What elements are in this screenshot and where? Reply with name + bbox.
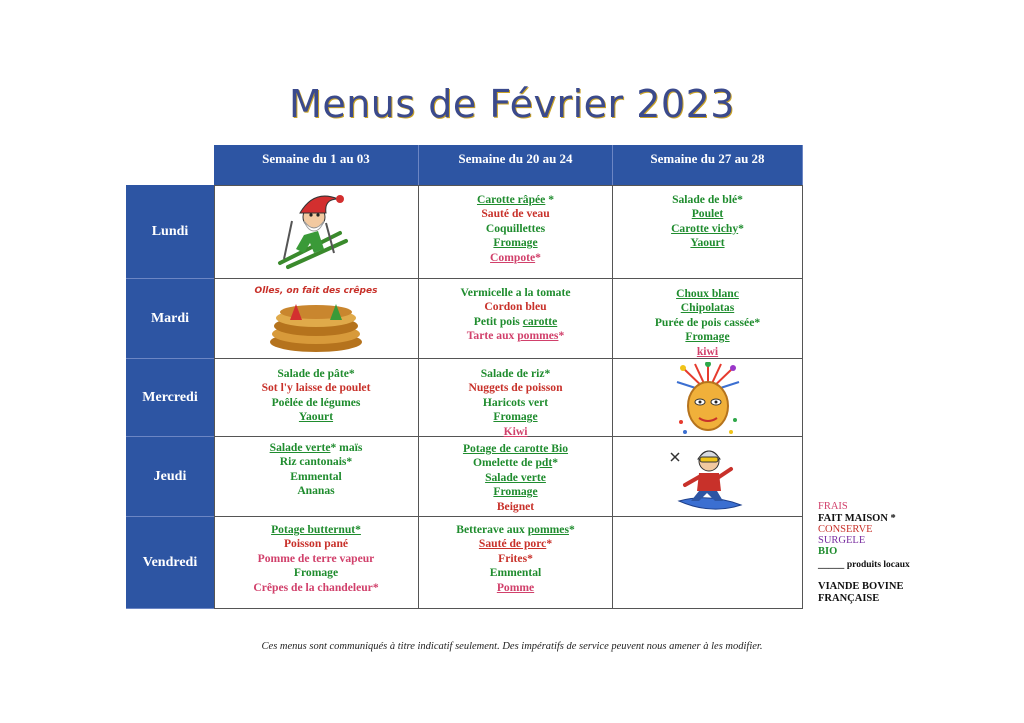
cell-w3-vendredi: [613, 517, 803, 609]
menu-item-part: pommes: [527, 523, 569, 536]
menu-item: Potage de carotte Bio: [462, 442, 569, 455]
menu-item: kiwi: [696, 344, 719, 358]
cell-w2-mardi: [419, 279, 613, 359]
week-header-2: Semaine du 20 au 24: [419, 145, 613, 185]
cell-w2-vendredi: [419, 517, 613, 609]
cell-w1-jeudi: [214, 437, 419, 517]
menu-item-part: Sauté de porc: [478, 537, 547, 551]
snowboarder-illustration: [669, 439, 749, 515]
menu-item-part: Betterave aux: [456, 523, 528, 536]
menu-item: Yaourt: [690, 236, 725, 250]
crepes-caption: Olles, on fait des crêpes: [254, 286, 378, 296]
legend-conserve: CONSERVE: [818, 524, 873, 535]
menu-item-part: Petit pois: [473, 314, 523, 328]
week-header-3: Semaine du 27 au 28: [613, 145, 803, 185]
cell-w3-mercredi: [613, 359, 803, 437]
week-header-1: Semaine du 1 au 03: [214, 145, 419, 185]
menu-item: Fromage: [293, 566, 339, 580]
menu-item: [473, 456, 558, 470]
menu-item: Cordon bleu: [484, 300, 547, 314]
menu-item: [671, 222, 744, 236]
menu-item: Salade de riz*: [480, 367, 551, 380]
menu-item: Purée de pois cassée*: [654, 315, 761, 329]
menu-item-part: *: [545, 193, 555, 206]
disclaimer: Ces menus sont communiqués à titre indicatif seulement. Des impératifs de service peuvent nous amener à les modifier.: [261, 641, 763, 652]
menu-item: Kiwi: [503, 424, 528, 438]
menu-item-part: *: [558, 329, 565, 343]
menu-item: Vermicelle a la tomate: [460, 286, 571, 299]
menu-item: Sot l'y laisse de poulet: [261, 381, 371, 395]
menu-item: Emmental: [290, 469, 342, 483]
menu-item-part: *: [546, 537, 553, 551]
day-jeudi: Jeudi: [126, 437, 214, 517]
day-vendredi: Vendredi: [126, 517, 214, 609]
menu-item: Riz cantonais*: [279, 455, 353, 469]
menu-item-part: Tarte aux: [466, 329, 518, 343]
menu-item: [479, 537, 552, 551]
menu-item: Potage butternut*: [271, 523, 361, 536]
cell-w2-lundi: [419, 185, 613, 279]
menu-item-part: Carotte râpée: [476, 193, 546, 206]
menu-item-part: *: [552, 456, 558, 470]
legend-fait-maison: FAIT MAISON *: [818, 513, 896, 524]
menu-item: [477, 193, 554, 207]
cell-w2-jeudi: [419, 437, 613, 517]
menu-item-part: Salade verte: [269, 441, 331, 454]
menu-item: Ananas: [297, 484, 335, 498]
menu-item: Yaourt: [298, 410, 334, 424]
menu-item-part: Carotte vichy: [671, 221, 739, 235]
cell-w1-vendredi: [214, 517, 419, 609]
cell-w2-mercredi: [419, 359, 613, 437]
menu-item: Choux blanc: [676, 287, 739, 300]
skier-gnome-illustration: [274, 191, 354, 271]
menu-item: Haricots vert: [482, 395, 549, 409]
cell-w1-mercredi: [214, 359, 419, 437]
menu-item: Pomme: [496, 580, 535, 594]
menu-item: Frites*: [498, 551, 533, 565]
legend-viande: VIANDE BOVINE: [818, 581, 904, 592]
menu-item-part: pdt: [535, 456, 553, 470]
menu-item-part: pommes: [517, 329, 559, 343]
menu-item: Crêpes de la chandeleur*: [253, 580, 379, 594]
cell-w3-mardi: [613, 279, 803, 359]
menu-item-part: *: [568, 523, 575, 536]
carnival-mask-illustration: [675, 362, 741, 436]
menu-item: Sauté de veau: [481, 207, 550, 221]
menu-item: Salade verte: [485, 470, 546, 484]
menu-item: Salade de blé*: [672, 193, 743, 206]
menu-item: [474, 315, 558, 329]
menu-item: [270, 441, 363, 455]
day-mercredi: Mercredi: [126, 359, 214, 437]
legend-surgele: SURGELE: [818, 535, 866, 546]
cell-w1-mardi: [214, 279, 419, 359]
menu-item: Salade de pâte*: [277, 367, 355, 380]
menu-item-part: *: [535, 250, 541, 264]
menu-item-part: * maïs: [330, 441, 363, 454]
cell-w3-lundi: [613, 185, 803, 279]
menu-item: Fromage: [493, 236, 538, 250]
menu-item: Beignet: [496, 499, 535, 513]
day-lundi: Lundi: [126, 185, 214, 279]
legend-underline-sample: _____: [818, 559, 845, 570]
legend-francaise: FRANÇAISE: [818, 593, 880, 604]
crepes-stack-illustration: [266, 298, 366, 356]
legend-frais: FRAIS: [818, 501, 848, 512]
menu-item: [456, 523, 575, 537]
menu-item: Fromage: [493, 410, 538, 424]
menu-item: Emmental: [489, 566, 542, 580]
menu-item: Chipolatas: [680, 301, 735, 315]
menu-item: Nuggets de poisson: [468, 381, 563, 395]
day-mardi: Mardi: [126, 279, 214, 359]
legend-local: [818, 559, 910, 571]
menu-item-part: carotte: [522, 314, 558, 328]
page-title: Menus de Février 2023: [289, 82, 735, 126]
cell-w3-jeudi: [613, 437, 803, 517]
menu-item: Pomme de terre vapeur: [257, 551, 375, 565]
menu-item: Poêlée de légumes: [271, 395, 361, 409]
menu-item: [490, 251, 541, 265]
legend-local-text: produits locaux: [846, 560, 910, 570]
menu-item: [467, 329, 564, 343]
menu-item: Poisson pané: [283, 537, 349, 551]
menu-item: Coquillettes: [485, 221, 546, 235]
menu-item: Fromage: [493, 485, 538, 499]
menu-item: Poulet: [691, 207, 724, 221]
menu-item-part: Compote: [490, 250, 536, 264]
menu-item: Fromage: [685, 330, 730, 344]
legend-bio: BIO: [818, 546, 838, 557]
menu-item-part: *: [738, 221, 744, 235]
cell-w1-lundi: [214, 185, 419, 279]
menu-item-part: Omelette de: [472, 456, 536, 470]
